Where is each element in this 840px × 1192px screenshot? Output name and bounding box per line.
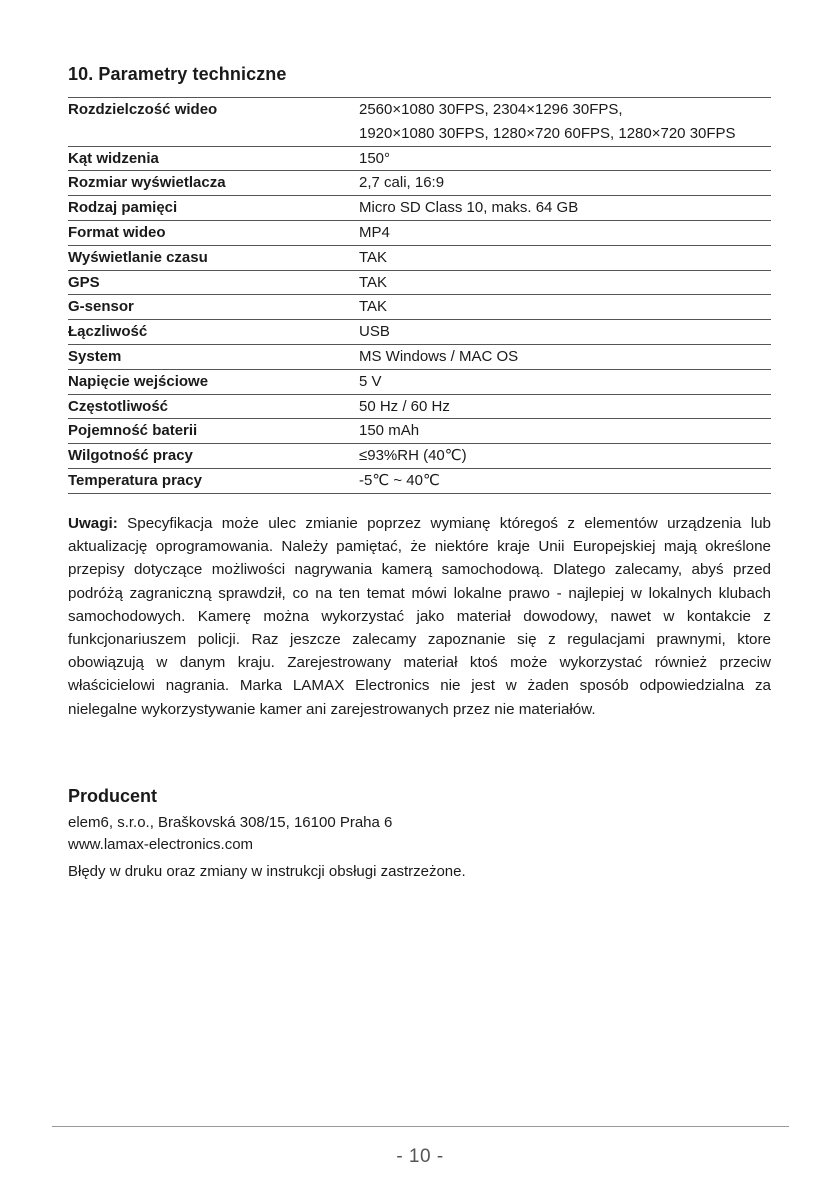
producer-address: elem6, s.r.o., Braškovská 308/15, 16100 Praha 6 bbox=[68, 814, 393, 831]
spec-key: Częstotliwość bbox=[68, 397, 169, 415]
spec-value-line: Micro SD Class 10, maks. 64 GB bbox=[359, 199, 579, 217]
spec-value-line: 2560×1080 30FPS, 2304×1296 30FPS, bbox=[359, 101, 623, 118]
spec-value-line: TAK bbox=[359, 273, 388, 291]
spec-value bbox=[359, 146, 771, 171]
spec-table bbox=[68, 97, 771, 494]
section-title: 10. Parametry techniczne bbox=[68, 64, 287, 84]
spec-key: Format wideo bbox=[68, 223, 166, 241]
spec-value bbox=[359, 369, 771, 394]
spec-row bbox=[68, 295, 771, 320]
spec-value bbox=[359, 220, 771, 245]
spec-value bbox=[359, 245, 771, 270]
spec-value-line: 2,7 cali, 16:9 bbox=[359, 174, 445, 192]
spec-key: Rozmiar wyświetlacza bbox=[68, 174, 226, 192]
spec-value-line: MP4 bbox=[359, 223, 390, 241]
spec-row bbox=[68, 196, 771, 221]
spec-row bbox=[68, 419, 771, 444]
page-number: - 10 - bbox=[396, 1146, 444, 1167]
spec-value bbox=[359, 444, 771, 469]
note-label: Uwagi: bbox=[68, 515, 118, 532]
spec-value bbox=[359, 98, 771, 147]
spec-value-line: 5 V bbox=[359, 372, 382, 390]
spec-row bbox=[68, 394, 771, 419]
spec-row bbox=[68, 245, 771, 270]
note-paragraph bbox=[68, 512, 771, 721]
spec-key: Rodzaj pamięci bbox=[68, 199, 178, 217]
spec-value bbox=[359, 320, 771, 345]
spec-key: G-sensor bbox=[68, 298, 134, 316]
spec-row bbox=[68, 320, 771, 345]
spec-value-line: -5℃ ~ 40℃ bbox=[359, 471, 440, 489]
spec-key: Kąt widzenia bbox=[68, 149, 159, 167]
spec-value bbox=[359, 344, 771, 369]
spec-value-line: 50 Hz / 60 Hz bbox=[359, 397, 450, 415]
spec-row bbox=[68, 270, 771, 295]
spec-key: Rozdzielczość wideo bbox=[68, 101, 218, 118]
spec-row bbox=[68, 220, 771, 245]
spec-row bbox=[68, 146, 771, 171]
spec-row bbox=[68, 344, 771, 369]
spec-row bbox=[68, 171, 771, 196]
producer-title: Producent bbox=[68, 786, 158, 806]
spec-key: GPS bbox=[68, 273, 100, 291]
spec-row bbox=[68, 444, 771, 469]
spec-value-line: TAK bbox=[359, 248, 388, 266]
spec-table-body bbox=[68, 98, 771, 494]
spec-value bbox=[359, 419, 771, 444]
spec-value bbox=[359, 196, 771, 221]
spec-value bbox=[359, 171, 771, 196]
spec-value-line: ≤93%RH (40℃) bbox=[359, 447, 467, 465]
spec-key: Napięcie wejściowe bbox=[68, 372, 209, 390]
spec-key: Temperatura pracy bbox=[68, 471, 202, 489]
spec-value-line: TAK bbox=[359, 298, 388, 316]
spec-key: Łączliwość bbox=[68, 323, 148, 341]
spec-value-line: 150 mAh bbox=[359, 422, 420, 440]
spec-value bbox=[359, 394, 771, 419]
producer-website: www.lamax-electronics.com bbox=[68, 836, 254, 853]
note-text: Specyfikacja może ulec zmianie poprzez wymianę któregoś z elementów urządzenia lub aktualizację oprogramowania. Należy pamiętać, że niektóre kraje Unii Europejskiej mają określone przepisy dotyczące możliwości nagrywania kamerą samochodową. Dlatego zalecamy, abyś przed podróżą zagraniczną sprawdził, co na ten temat mówi lokalne prawo - najlepiej w lokalnych klubach samochodowych. Kamerę można wykorzystać jako materiał dowodowy, nawet w kontakcie z funkcjonariuszem policji. Raz jeszcze zalecamy zapoznanie się z regulacjami prawnymi, ktore obowiązują w danym kraju. Zarejestrowany materiał ktoś może wykorzystać również przeciw właścicielowi nagrania. Marka LAMAX Electronics nie jest w żaden sposób odpowiedzialna za nielegalne wykorzystywanie kamer ani zarejestrowanych przez nie materiałów. bbox=[68, 515, 771, 718]
producer-disclaimer: Błędy w druku oraz zmiany w instrukcji obsługi zastrzeżone. bbox=[68, 863, 466, 880]
spec-row bbox=[68, 468, 771, 493]
spec-value bbox=[359, 295, 771, 320]
spec-value bbox=[359, 468, 771, 493]
spec-key: Pojemność baterii bbox=[68, 422, 198, 440]
spec-key: Wilgotność pracy bbox=[68, 447, 193, 465]
spec-value bbox=[359, 270, 771, 295]
spec-value-line: MS Windows / MAC OS bbox=[359, 347, 519, 365]
footer-divider bbox=[52, 1126, 789, 1127]
spec-value-line: 1920×1080 30FPS, 1280×720 60FPS, 1280×720 30FPS bbox=[359, 124, 736, 142]
spec-value-line: 150° bbox=[359, 149, 391, 167]
spec-value-line: USB bbox=[359, 323, 390, 341]
spec-row bbox=[68, 98, 771, 147]
spec-row bbox=[68, 369, 771, 394]
spec-key: Wyświetlanie czasu bbox=[68, 248, 208, 266]
spec-key: System bbox=[68, 347, 122, 365]
